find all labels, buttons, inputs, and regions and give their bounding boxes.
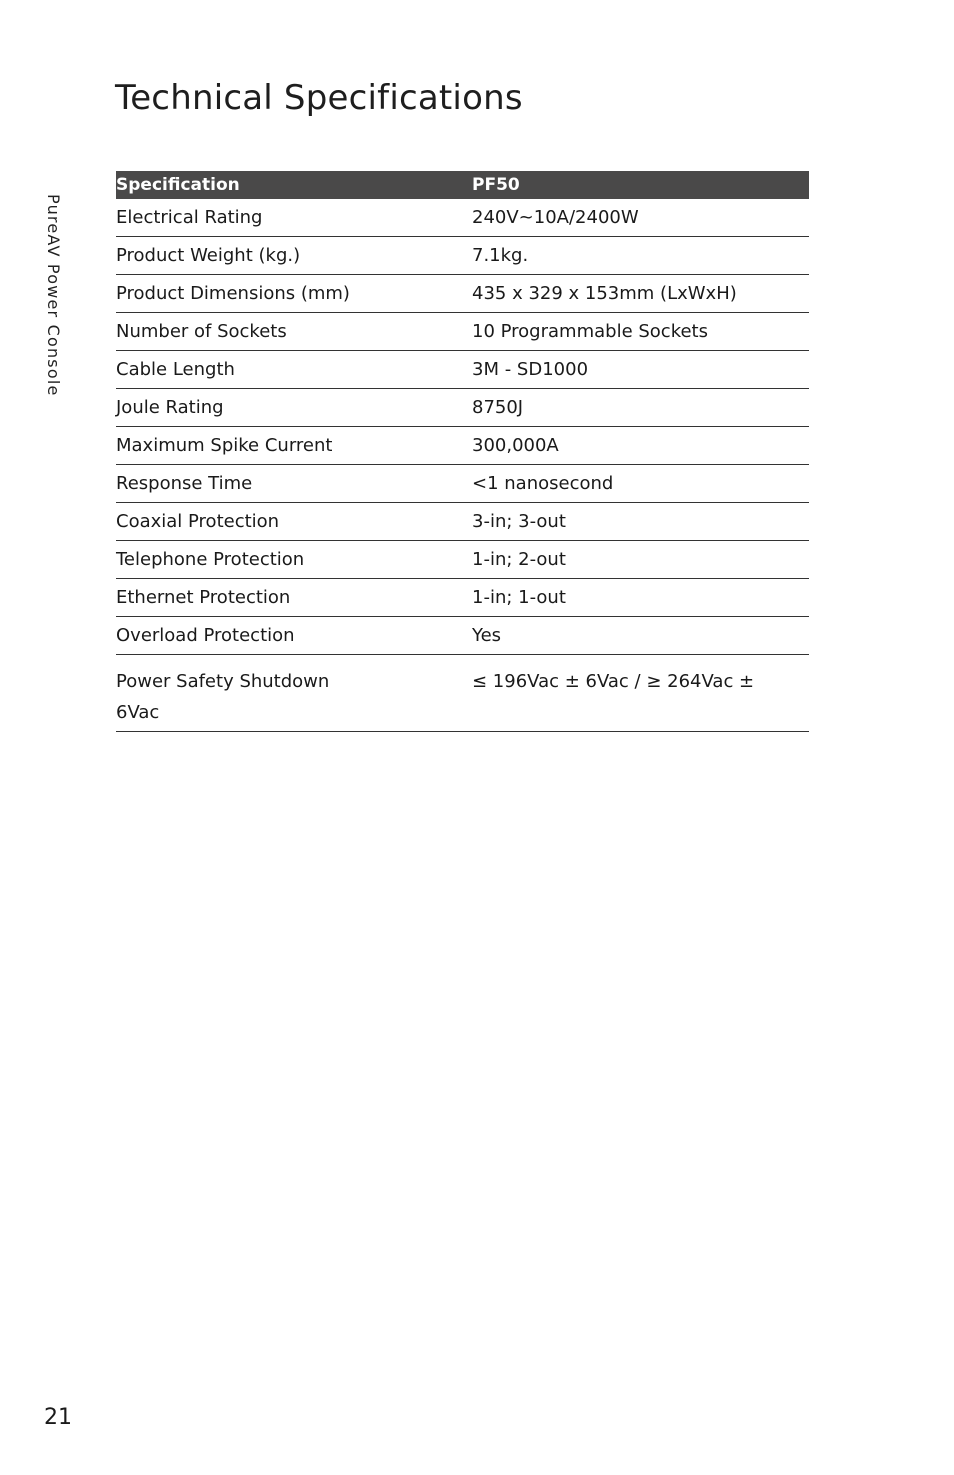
- spec-value: 10 Programmable Sockets: [472, 313, 809, 351]
- spec-value: 8750J: [472, 389, 809, 427]
- table-row: [116, 465, 809, 503]
- spec-name: Electrical Rating: [116, 199, 472, 237]
- spec-name: Cable Length: [116, 351, 472, 389]
- header-model: PF50: [472, 171, 809, 199]
- spec-name-cell: [116, 655, 472, 732]
- spec-table: [116, 171, 809, 732]
- spec-value: 7.1kg.: [472, 237, 809, 275]
- page-title: Technical Specifications: [115, 78, 523, 118]
- table-row: [116, 617, 809, 655]
- table-row: [116, 237, 809, 275]
- table-row: [116, 541, 809, 579]
- table-row: [116, 275, 809, 313]
- table-row: [116, 427, 809, 465]
- product-side-label: PureAV Power Console: [44, 194, 63, 397]
- spec-name: Ethernet Protection: [116, 579, 472, 617]
- spec-value-continuation: 6Vac: [116, 702, 160, 723]
- table-header-row: [116, 171, 809, 199]
- spec-name: Joule Rating: [116, 389, 472, 427]
- spec-name: Response Time: [116, 465, 472, 503]
- header-specification: Specification: [116, 171, 472, 199]
- spec-value: Yes: [472, 617, 809, 655]
- table-row: [116, 313, 809, 351]
- spec-name: Number of Sockets: [116, 313, 472, 351]
- spec-value: 1-in; 2-out: [472, 541, 809, 579]
- table-row: [116, 351, 809, 389]
- table-row: [116, 503, 809, 541]
- spec-value: 435 x 329 x 153mm (LxWxH): [472, 275, 809, 313]
- spec-name: Overload Protection: [116, 617, 472, 655]
- spec-name: Product Weight (kg.): [116, 237, 472, 275]
- spec-value: 1-in; 1-out: [472, 579, 809, 617]
- spec-value: 300,000A: [472, 427, 809, 465]
- spec-name: Coaxial Protection: [116, 503, 472, 541]
- spec-value: ≤ 196Vac ± 6Vac / ≥ 264Vac ±: [472, 655, 809, 732]
- spec-name: Power Safety Shutdown: [116, 671, 330, 692]
- spec-value: <1 nanosecond: [472, 465, 809, 503]
- table-row: [116, 655, 809, 732]
- spec-name: Product Dimensions (mm): [116, 275, 472, 313]
- table-row: [116, 389, 809, 427]
- spec-value: 3M - SD1000: [472, 351, 809, 389]
- spec-value: 3-in; 3-out: [472, 503, 809, 541]
- spec-value: 240V~10A/2400W: [472, 199, 809, 237]
- page-number: 21: [44, 1405, 72, 1430]
- table-row: [116, 579, 809, 617]
- spec-name: Telephone Protection: [116, 541, 472, 579]
- table-row: [116, 199, 809, 237]
- spec-name: Maximum Spike Current: [116, 427, 472, 465]
